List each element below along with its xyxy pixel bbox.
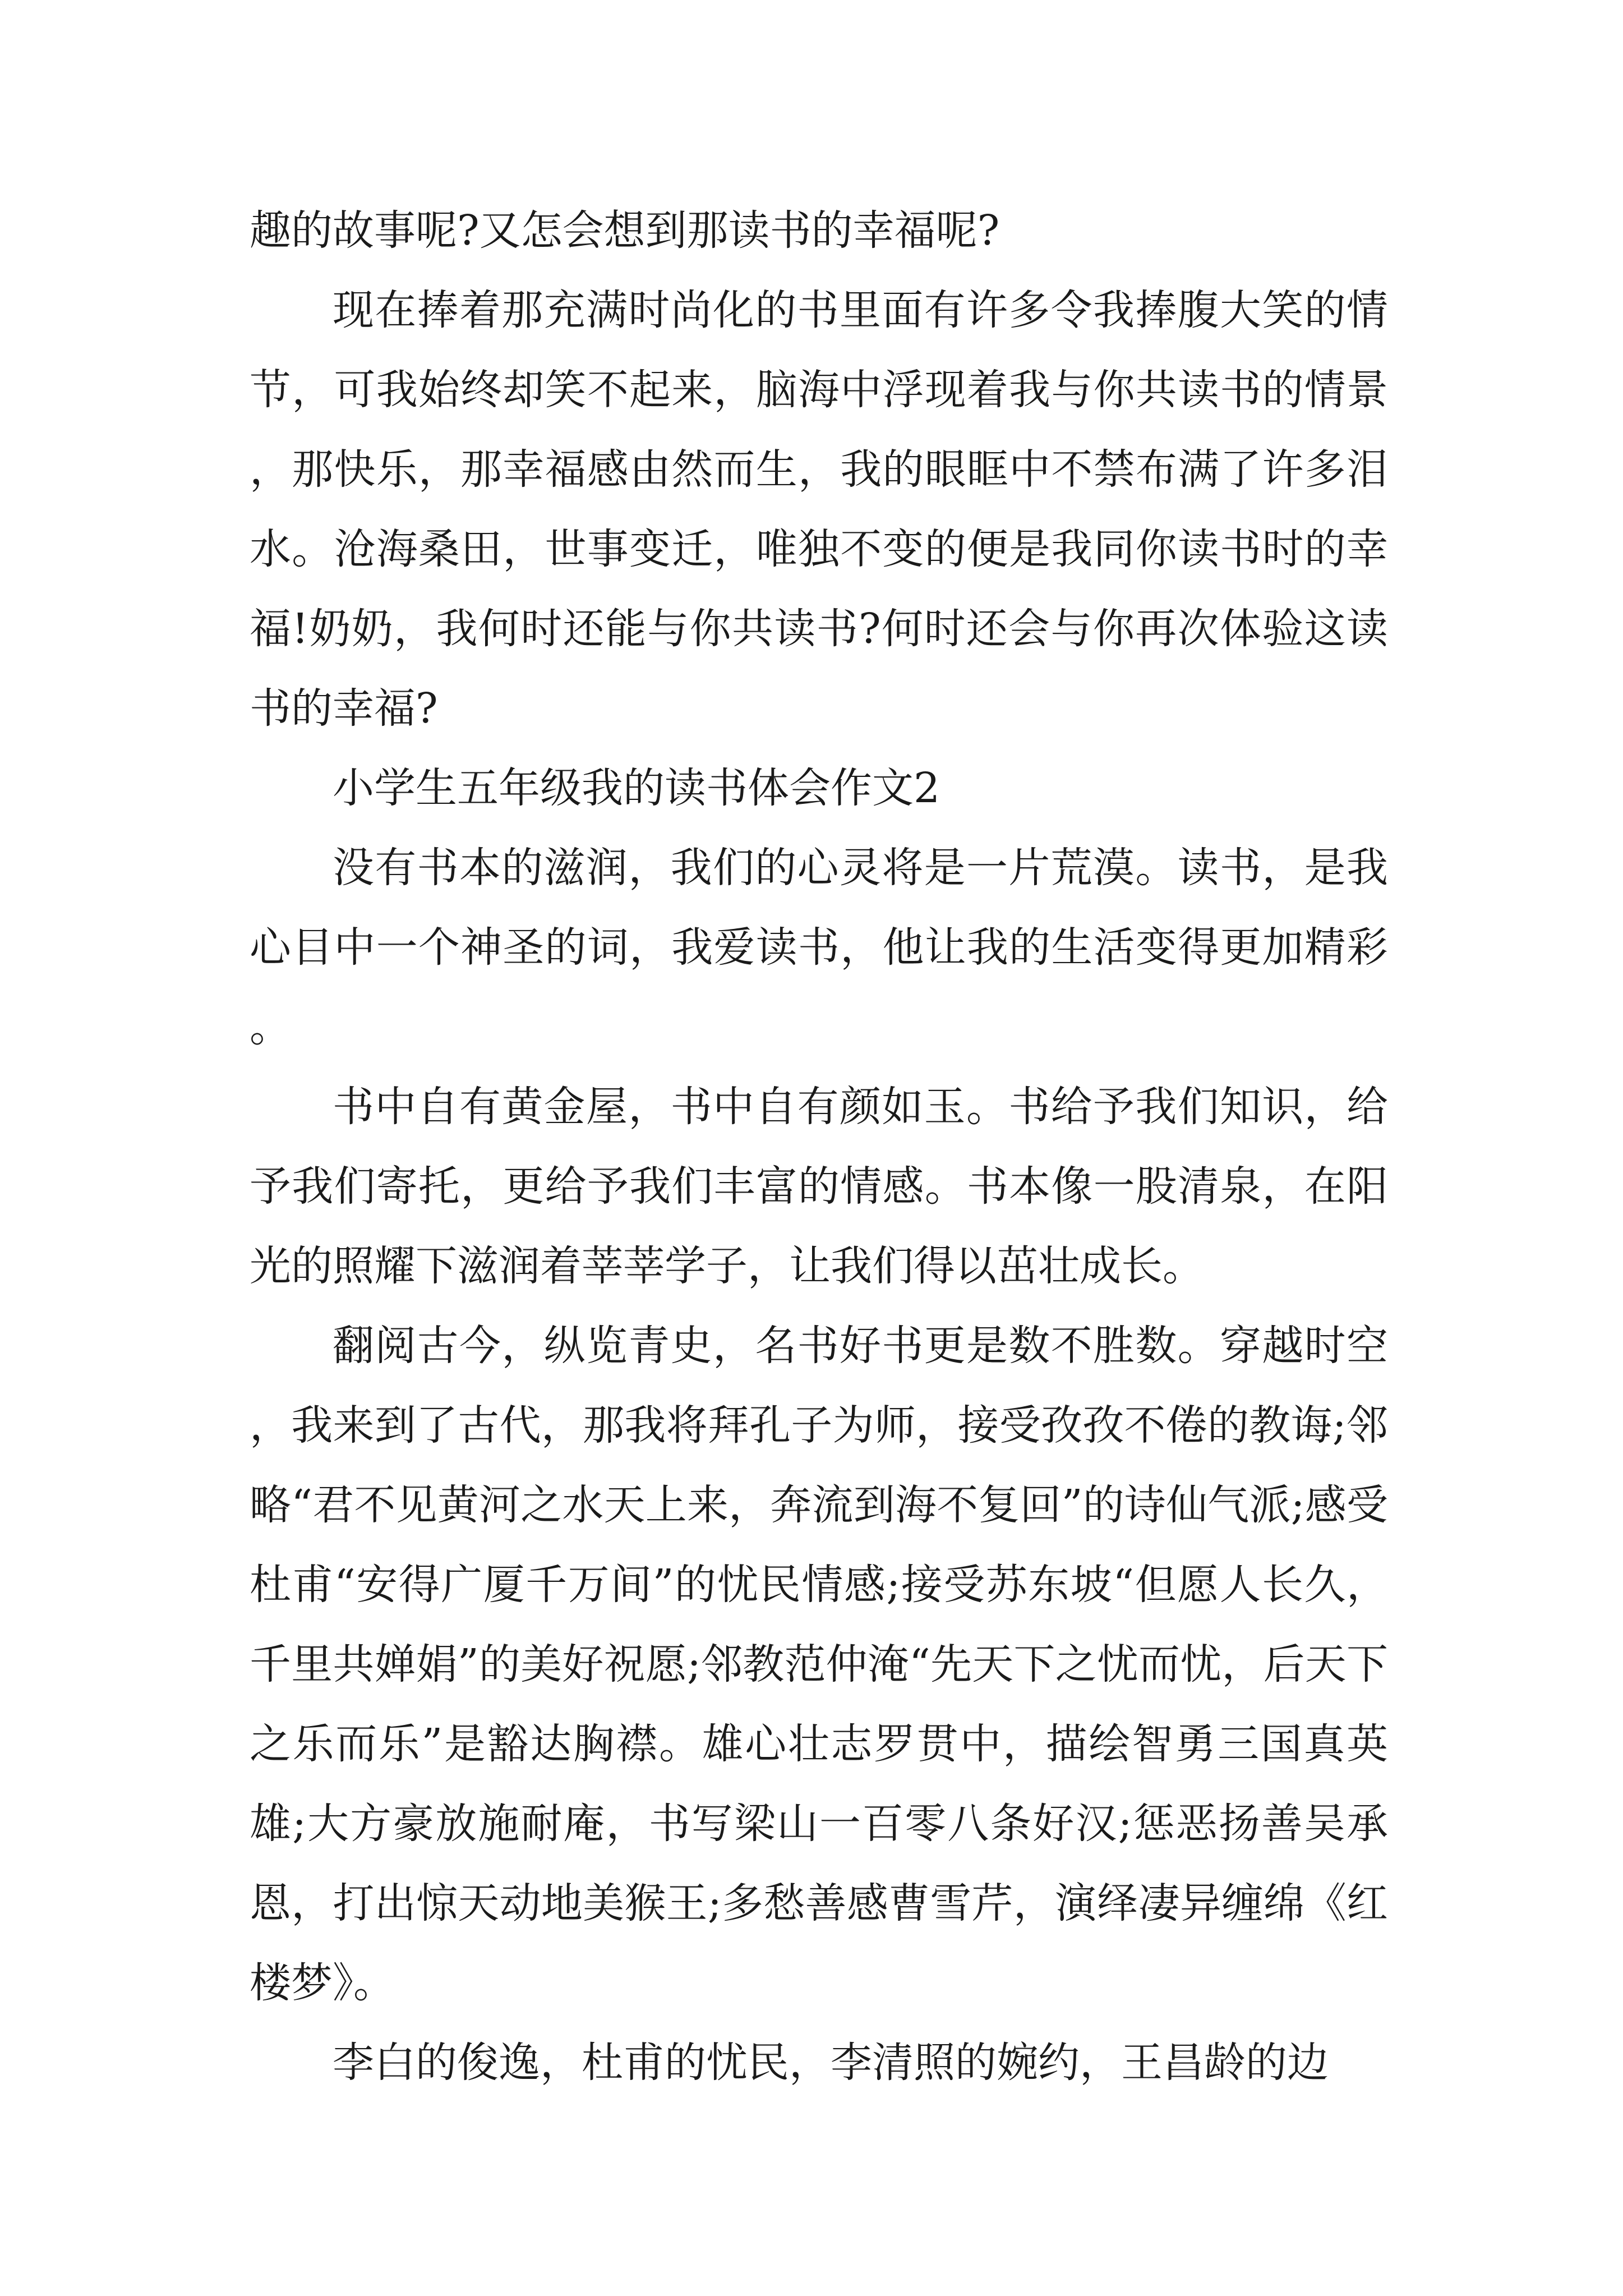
paragraph: 李白的俊逸，杜甫的忧民，李清照的婉约，王昌龄的边 [333, 2039, 1329, 2087]
paragraph: 翻阅古今，纵览青史，名书好书更是数不胜数。穿越时空，我来到了古代，那我将拜孔子为师，接受孜孜不倦的教诲;邻略“君不见黄河之水天上来，奔流到海不复回”的诗仙气派;感受杜甫“安得广厦千万间”的忧民情感;接受苏东坡“但愿人长久，千里共婵娟”的美好祝愿;邻教范仲淹“先天下之忧而忧，后天下之乐而乐”是豁达胸襟。雄心壮志罗贯中，描绘智勇三国真英雄;大方豪放施耐庵，书写梁山一百零八条好汉;惩恶扬善吴承恩，打出惊天动地美猴王;多愁善感曹雪芹，演绎凄异缠绵《红楼梦》。 [250, 1322, 1388, 2007]
document-body [250, 191, 1388, 2102]
paragraph: 没有书本的滋润，我们的心灵将是一片荒漠。读书，是我心目中一个神圣的词，我爱读书，他让我的生活变得更加精彩。 [250, 844, 1388, 1051]
paragraph: 书中自有黄金屋，书中自有颜如玉。书给予我们知识，给予我们寄托，更给予我们丰富的情感。书本像一股清泉，在阳光的照耀下滋润着莘莘学子，让我们得以茁壮成长。 [250, 1083, 1388, 1290]
section-heading: 小学生五年级我的读书体会作文2 [333, 764, 940, 812]
paragraph-continuation: 趣的故事呢?又怎会想到那读书的幸福呢? [250, 206, 1000, 255]
paragraph: 现在捧着那充满时尚化的书里面有许多令我捧腹大笑的情节，可我始终却笑不起来，脑海中浮现着我与你共读书的情景，那快乐，那幸福感由然而生，我的眼眶中不禁布满了许多泪水。沧海桑田，世事变迁，唯独不变的便是我同你读书时的幸福!奶奶，我何时还能与你共读书?何时还会与你再次体验这读书的幸福? [250, 286, 1388, 733]
